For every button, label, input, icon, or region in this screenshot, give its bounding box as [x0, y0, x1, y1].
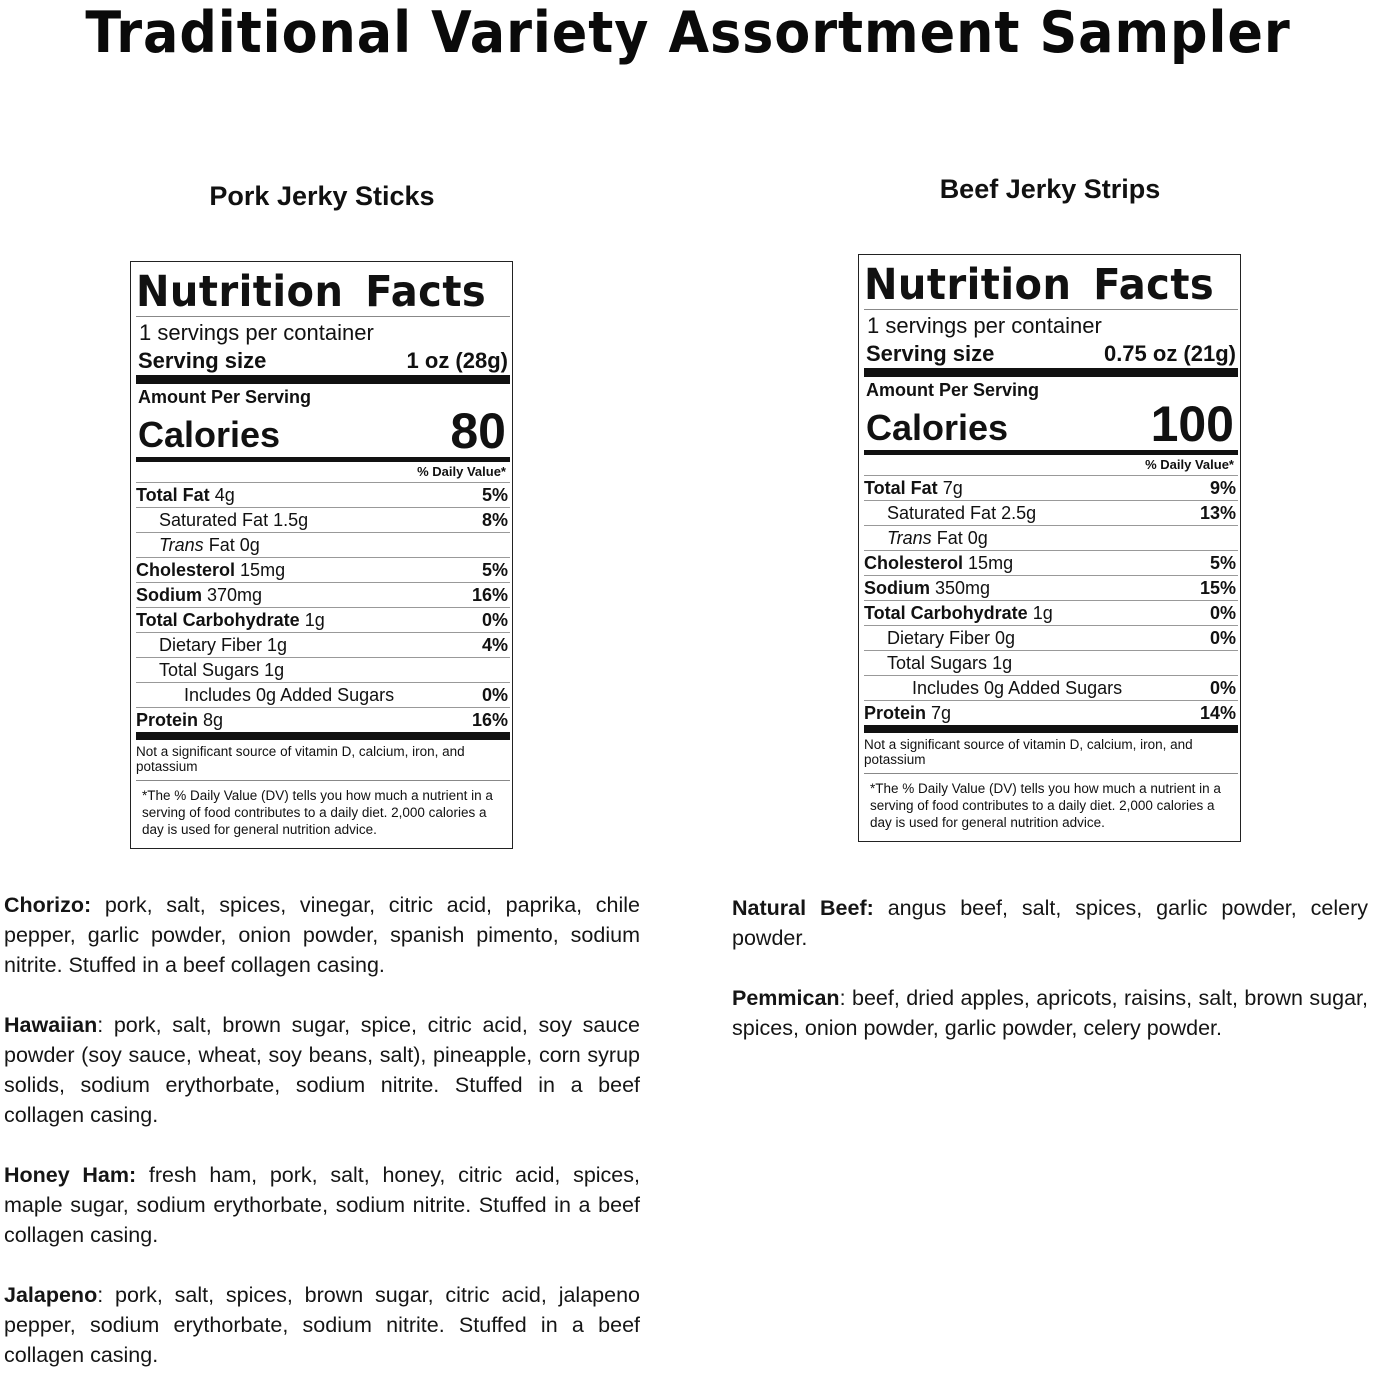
nutrient-row-cholesterol	[136, 557, 510, 582]
nutrient-label: Total Sugars	[159, 660, 260, 680]
daily-value-header: % Daily Value*	[417, 464, 506, 479]
nutrition-facts-title: Nutrition Facts	[864, 260, 1215, 310]
nutrient-dv: 16%	[471, 585, 508, 605]
ingredient-paragraph-pemmican	[732, 983, 1368, 1043]
nutrient-row-total-carbohydrate	[864, 600, 1238, 625]
nutrient-label: Dietary Fiber	[887, 628, 991, 648]
serving-size-value: 0.75 oz (21g)	[1103, 341, 1236, 366]
nutrient-amount: 15mg	[968, 553, 1014, 573]
footnote-text: *The % Daily Value (DV) tells you how much a nutrient in a serving of food contributes to a daily diet. 2,000 calories a day is used for general nutrition advice.	[870, 781, 1221, 830]
page-title: Traditional Variety Assortment Sampler	[85, 0, 1291, 66]
nutrition-facts-panel-beef	[858, 254, 1241, 842]
nutrient-amount: 1g	[304, 610, 325, 630]
divider-thick	[136, 375, 510, 384]
nutrient-amount: 1g	[264, 660, 285, 680]
ingredient-paragraph-hawaiian	[4, 1010, 640, 1130]
nutrient-label-italic: Trans	[159, 535, 204, 555]
nutrient-dv: 4%	[481, 635, 508, 655]
serving-size-label: Serving size	[138, 348, 267, 373]
nutrient-dv: 16%	[471, 710, 508, 730]
nutrient-row-total-fat	[864, 475, 1238, 500]
nutrition-facts-title: Nutrition Facts	[136, 267, 487, 317]
ingredient-text: : pork, salt, spices, brown sugar, citric acid, jalapeno pepper, sodium erythorbate, sodium nitrite. Stuffed in a beef collagen casing.	[4, 1283, 640, 1367]
not-significant-note: Not a significant source of vitamin D, calcium, iron, and potassium	[864, 737, 1193, 767]
nutrient-row-total-sugars	[136, 657, 510, 682]
nutrient-dv: 0%	[1209, 678, 1236, 698]
serving-size-value: 1 oz (28g)	[406, 348, 508, 373]
nutrient-dv: 0%	[1209, 628, 1236, 648]
nutrient-dv: 5%	[481, 485, 508, 505]
nutrient-row-dietary-fiber	[864, 625, 1238, 650]
nutrient-row-cholesterol	[864, 550, 1238, 575]
nutrient-label: Cholesterol	[136, 560, 236, 580]
nutrient-dv: 9%	[1209, 478, 1236, 498]
nutrient-label: Total Sugars	[887, 653, 988, 673]
nutrient-label: Protein	[864, 703, 927, 723]
nutrient-row-added-sugars	[136, 682, 510, 707]
nutrient-row-saturated-fat	[864, 500, 1238, 525]
ingredient-text: : pork, salt, brown sugar, spice, citric acid, soy sauce powder (soy sauce, wheat, soy beans, salt), pineapple, corn syrup solids, sodium erythorbate, sodium nitrite. Stuffed in a beef collagen casing.	[4, 1013, 640, 1127]
ingredient-name: Pemmican	[732, 986, 840, 1010]
nutrient-amount: 370mg	[207, 585, 263, 605]
nutrient-row-sodium	[864, 575, 1238, 600]
ingredients-right-column	[732, 893, 1368, 1073]
ingredient-paragraph-natural-beef	[732, 893, 1368, 953]
nutrient-label: Saturated Fat	[887, 503, 997, 523]
nutrient-amount: 7g	[942, 478, 963, 498]
product-heading-beef: Beef Jerky Strips	[939, 174, 1161, 204]
daily-value-header: % Daily Value*	[1145, 457, 1234, 472]
nutrient-label: Total Fat	[864, 478, 938, 498]
amount-per-serving: Amount Per Serving	[138, 387, 312, 407]
daily-value-footnote	[136, 781, 510, 838]
nutrient-dv: 13%	[1199, 503, 1236, 523]
nutrient-amount: 8g	[203, 710, 224, 730]
footnote-text: *The % Daily Value (DV) tells you how much a nutrient in a serving of food contributes to a daily diet. 2,000 calories a day is used for general nutrition advice.	[142, 788, 493, 837]
daily-value-footnote	[864, 774, 1238, 831]
serving-size-row	[136, 347, 510, 375]
nutrient-amount: 350mg	[935, 578, 991, 598]
nutrient-label: Dietary Fiber	[159, 635, 263, 655]
calories-row	[864, 396, 1238, 452]
nutrient-row-added-sugars	[864, 675, 1238, 700]
servings-per-container: 1 servings per container	[139, 320, 374, 345]
nutrient-amount: 15mg	[240, 560, 286, 580]
not-significant-note: Not a significant source of vitamin D, calcium, iron, and potassium	[136, 744, 465, 774]
calories-label: Calories	[866, 407, 1009, 448]
nutrient-row-trans-fat	[136, 532, 510, 557]
product-heading-pork: Pork Jerky Sticks	[209, 181, 435, 211]
nutrient-amount: 0g	[239, 535, 260, 555]
nutrient-amount: 7g	[931, 703, 952, 723]
ingredient-text: pork, salt, spices, vinegar, citric acid, paprika, chile pepper, garlic powder, onion powder, spanish pimento, sodium nitrite. Stuffed in a beef collagen casing.	[4, 893, 640, 977]
nutrient-amount: 1g	[1032, 603, 1053, 623]
serving-size-label: Serving size	[866, 341, 995, 366]
ingredient-name: Hawaiian	[4, 1013, 98, 1037]
calories-label: Calories	[138, 414, 281, 455]
nutrient-label: Total Carbohydrate	[864, 603, 1028, 623]
nutrient-dv: 5%	[1209, 553, 1236, 573]
nutrient-row-saturated-fat	[136, 507, 510, 532]
nutrient-dv: 0%	[1209, 603, 1236, 623]
nutrient-amount: 1.5g	[273, 510, 309, 530]
ingredient-name: Jalapeno	[4, 1283, 98, 1307]
nutrient-label: Fat	[936, 528, 963, 548]
nutrient-dv: 0%	[481, 610, 508, 630]
nutrient-label: Saturated Fat	[159, 510, 269, 530]
nutrient-label: Total Fat	[136, 485, 210, 505]
calories-row	[136, 403, 510, 459]
nutrient-label: Cholesterol	[864, 553, 964, 573]
nutrient-row-total-carbohydrate	[136, 607, 510, 632]
nutrient-row-dietary-fiber	[136, 632, 510, 657]
nutrient-amount: 0g	[995, 628, 1016, 648]
ingredient-paragraph-jalapeno	[4, 1280, 640, 1370]
nutrient-label: Protein	[136, 710, 199, 730]
nutrient-row-total-fat	[136, 482, 510, 507]
nutrient-amount: 1g	[267, 635, 288, 655]
nutrient-row-protein	[864, 700, 1238, 725]
nutrition-facts-panel-pork	[130, 261, 513, 849]
nutrient-row-trans-fat	[864, 525, 1238, 550]
nutrient-row-sodium	[136, 582, 510, 607]
nutrient-dv: 14%	[1199, 703, 1236, 723]
ingredient-name: Natural Beef:	[732, 896, 874, 920]
nutrient-label: Sodium	[864, 578, 930, 598]
ingredients-left-column	[4, 890, 640, 1400]
nutrient-label: Includes 0g Added Sugars	[912, 678, 1123, 698]
calories-value: 100	[1150, 396, 1234, 452]
nutrient-label: Fat	[208, 535, 235, 555]
ingredient-paragraph-chorizo	[4, 890, 640, 980]
nutrient-row-total-sugars	[864, 650, 1238, 675]
nutrient-dv: 15%	[1199, 578, 1236, 598]
nutrient-dv: 0%	[481, 685, 508, 705]
nutrient-dv: 5%	[481, 560, 508, 580]
divider-thick	[136, 732, 510, 740]
serving-size-row	[864, 340, 1238, 368]
nutrient-label: Includes 0g Added Sugars	[184, 685, 395, 705]
ingredient-name: Chorizo:	[4, 893, 92, 917]
divider-thick	[864, 368, 1238, 377]
servings-per-container: 1 servings per container	[867, 313, 1102, 338]
nutrient-amount: 4g	[214, 485, 235, 505]
nutrient-amount: 0g	[967, 528, 988, 548]
nutrient-dv: 8%	[481, 510, 508, 530]
nutrient-amount: 2.5g	[1001, 503, 1037, 523]
divider-thick	[864, 725, 1238, 733]
nutrient-label: Sodium	[136, 585, 202, 605]
ingredient-text: fresh ham, pork, salt, honey, citric acid, spices, maple sugar, sodium erythorbate, sodium nitrite. Stuffed in a beef collagen casing.	[4, 1163, 640, 1247]
nutrient-row-protein	[136, 707, 510, 732]
ingredient-paragraph-honey-ham	[4, 1160, 640, 1250]
nutrient-label-italic: Trans	[887, 528, 932, 548]
ingredient-name: Honey Ham:	[4, 1163, 137, 1187]
calories-value: 80	[450, 403, 506, 459]
amount-per-serving: Amount Per Serving	[866, 380, 1040, 400]
nutrient-amount: 1g	[992, 653, 1013, 673]
nutrient-label: Total Carbohydrate	[136, 610, 300, 630]
ingredient-text: angus beef, salt, spices, garlic powder, celery powder.	[732, 896, 1368, 950]
ingredient-text: : beef, dried apples, apricots, raisins, salt, brown sugar, spices, onion powder, garlic powder, celery powder.	[732, 986, 1368, 1040]
